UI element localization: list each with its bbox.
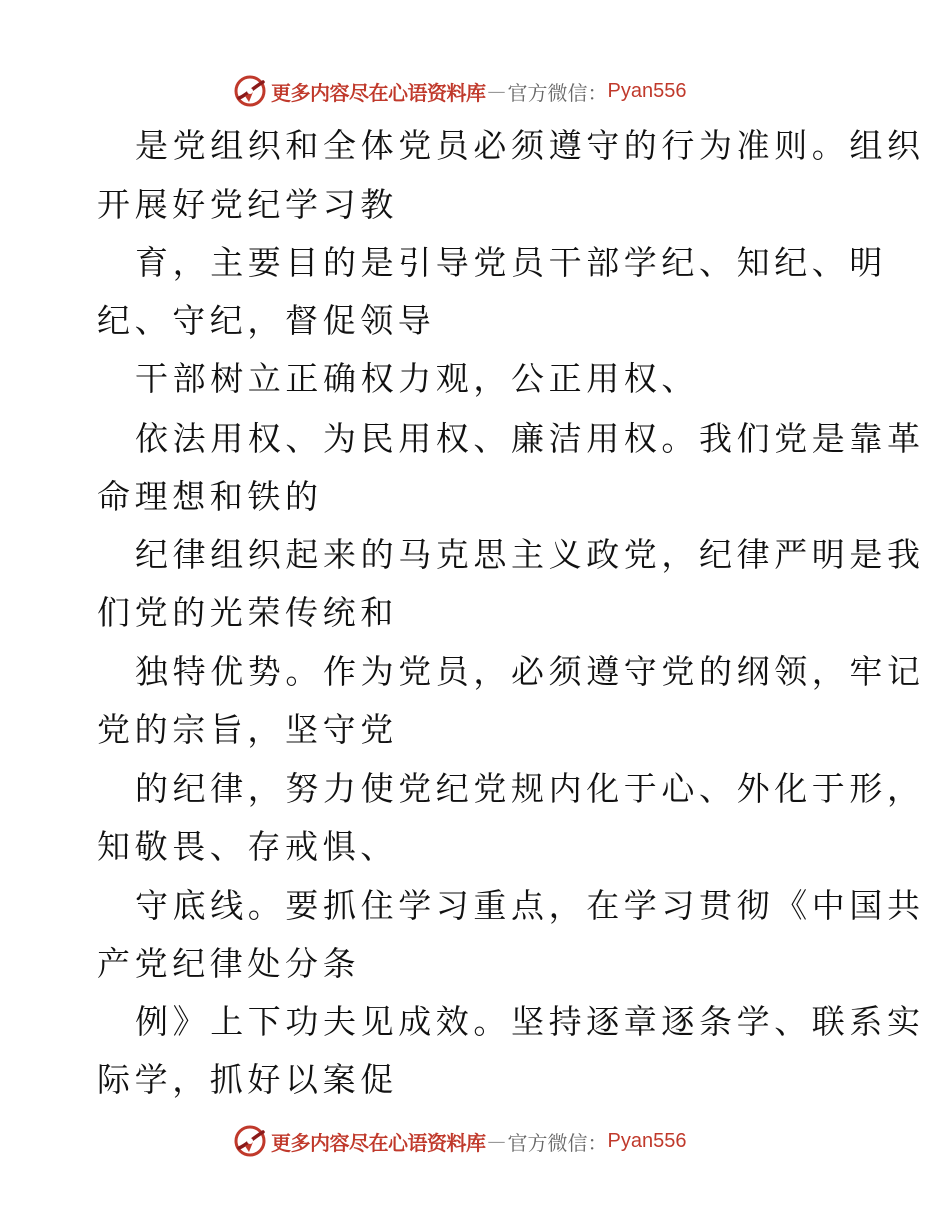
text-line: 的纪律，努力使党纪党规内化于心、外化于形， — [135, 769, 925, 808]
text-line: 守底线。要抓住学习重点，在学习贯彻《中国共 — [135, 886, 925, 925]
text-line: 例》上下功夫见成效。坚持逐章逐条学、联系实 — [135, 1002, 925, 1041]
banner-dash: — — [487, 1130, 506, 1152]
banner-wechat-id: Pyan556 — [607, 79, 687, 102]
banner-dash: — — [487, 80, 506, 102]
text-line: 产党纪律处分条 — [97, 944, 361, 983]
text-line: 纪律组织起来的马克思主义政党，纪律严明是我 — [135, 535, 925, 574]
pen-nib-logo-icon — [233, 1124, 267, 1158]
text-line: 纪、守纪，督促领导 — [97, 301, 436, 340]
text-line: 育，主要目的是引导党员干部学纪、知纪、明 — [135, 243, 887, 282]
text-line: 独特优势。作为党员，必须遵守党的纲领，牢记 — [135, 652, 925, 691]
banner-site-text: 更多内容尽在心语资料库 — [271, 1130, 486, 1155]
text-line: 党的宗旨，坚守党 — [97, 710, 398, 749]
text-line: 际学，抓好以案促 — [97, 1060, 398, 1099]
banner-wechat-label: 官方微信： — [507, 1130, 608, 1155]
text-line: 干部树立正确权力观，公正用权、 — [135, 359, 699, 398]
banner-wechat-id: Pyan556 — [607, 1129, 687, 1152]
text-line: 是党组织和全体党员必须遵守的行为准则。组织 — [135, 126, 925, 165]
text-line: 开展好党纪学习教 — [97, 185, 398, 224]
footer-watermark-banner — [233, 1124, 686, 1158]
banner-site-text: 更多内容尽在心语资料库 — [271, 80, 486, 105]
text-line: 知敬畏、存戒惧、 — [97, 827, 398, 866]
text-line: 们党的光荣传统和 — [97, 593, 398, 632]
text-line: 命理想和铁的 — [97, 477, 323, 516]
banner-wechat-label: 官方微信： — [507, 80, 608, 105]
text-line: 依法用权、为民用权、廉洁用权。我们党是靠革 — [135, 419, 925, 458]
